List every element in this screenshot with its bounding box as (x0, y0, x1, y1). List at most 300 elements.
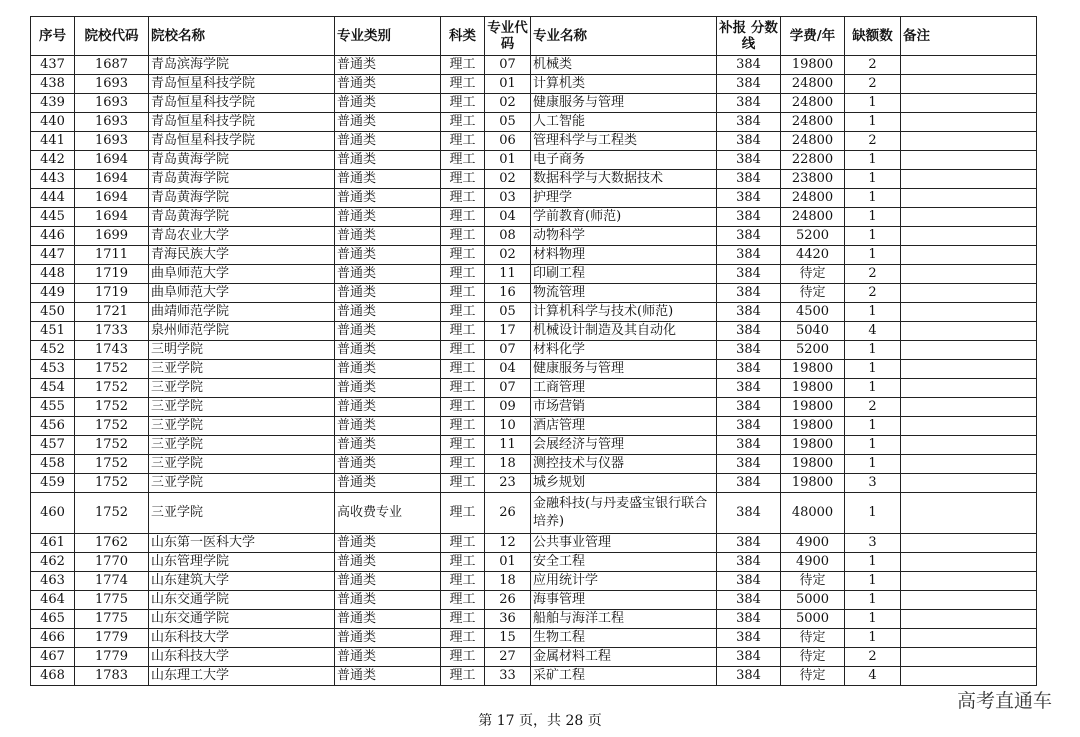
major-code-cell: 17 (485, 322, 531, 341)
vacancy-count-cell: 1 (845, 303, 901, 322)
tuition-cell: 5000 (781, 591, 845, 610)
major-code-cell: 07 (485, 379, 531, 398)
row-index-cell: 464 (31, 591, 75, 610)
header-cell: 缺额数 (845, 17, 901, 56)
header-cell: 补报 分数线 (717, 17, 781, 56)
vacancy-count-cell: 1 (845, 591, 901, 610)
major-code-cell: 33 (485, 667, 531, 686)
remarks-cell (901, 610, 1037, 629)
row-index-cell: 468 (31, 667, 75, 686)
school-code-cell: 1774 (75, 572, 149, 591)
subject-type-cell: 理工 (441, 572, 485, 591)
vacancy-count-cell: 2 (845, 648, 901, 667)
remarks-cell (901, 303, 1037, 322)
major-category-cell: 普通类 (335, 398, 441, 417)
vacancy-count-cell: 2 (845, 75, 901, 94)
major-name-cell: 城乡规划 (531, 474, 717, 493)
subject-type-cell: 理工 (441, 474, 485, 493)
major-code-cell: 15 (485, 629, 531, 648)
major-category-cell: 普通类 (335, 94, 441, 113)
major-category-cell: 普通类 (335, 417, 441, 436)
remarks-cell (901, 474, 1037, 493)
table-row (31, 284, 1037, 303)
school-code-cell: 1719 (75, 284, 149, 303)
score-line-cell: 384 (717, 94, 781, 113)
major-category-cell: 普通类 (335, 610, 441, 629)
row-index-cell: 437 (31, 56, 75, 75)
score-line-cell: 384 (717, 629, 781, 648)
remarks-cell (901, 322, 1037, 341)
remarks-cell (901, 379, 1037, 398)
major-name-cell: 测控技术与仪器 (531, 455, 717, 474)
score-line-cell: 384 (717, 322, 781, 341)
row-index-cell: 445 (31, 208, 75, 227)
school-code-cell: 1693 (75, 94, 149, 113)
major-code-cell: 36 (485, 610, 531, 629)
remarks-cell (901, 265, 1037, 284)
school-name-cell: 青岛恒星科技学院 (149, 75, 335, 94)
remarks-cell (901, 648, 1037, 667)
vacancy-count-cell: 1 (845, 553, 901, 572)
major-category-cell: 普通类 (335, 265, 441, 284)
subject-type-cell: 理工 (441, 94, 485, 113)
table-row (31, 113, 1037, 132)
tuition-cell: 24800 (781, 113, 845, 132)
score-line-cell: 384 (717, 75, 781, 94)
school-code-cell: 1752 (75, 360, 149, 379)
major-code-cell: 09 (485, 398, 531, 417)
major-name-cell: 酒店管理 (531, 417, 717, 436)
major-category-cell: 普通类 (335, 436, 441, 455)
remarks-cell (901, 341, 1037, 360)
school-name-cell: 山东交通学院 (149, 610, 335, 629)
major-code-cell: 11 (485, 436, 531, 455)
tuition-cell: 19800 (781, 56, 845, 75)
header-cell: 学费/年 (781, 17, 845, 56)
major-name-cell: 材料化学 (531, 341, 717, 360)
major-name-cell: 物流管理 (531, 284, 717, 303)
vacancy-count-cell: 1 (845, 227, 901, 246)
major-name-cell: 电子商务 (531, 151, 717, 170)
row-index-cell: 456 (31, 417, 75, 436)
major-code-cell: 12 (485, 534, 531, 553)
major-name-cell: 材料物理 (531, 246, 717, 265)
major-code-cell: 07 (485, 56, 531, 75)
school-name-cell: 青岛黄海学院 (149, 170, 335, 189)
school-name-cell: 山东交通学院 (149, 591, 335, 610)
subject-type-cell: 理工 (441, 436, 485, 455)
table-row (31, 572, 1037, 591)
major-name-cell: 机械类 (531, 56, 717, 75)
school-name-cell: 三亚学院 (149, 474, 335, 493)
major-name-cell: 印刷工程 (531, 265, 717, 284)
vacancy-count-cell: 2 (845, 265, 901, 284)
vacancy-count-cell: 1 (845, 208, 901, 227)
tuition-cell: 待定 (781, 572, 845, 591)
tuition-cell: 22800 (781, 151, 845, 170)
remarks-cell (901, 591, 1037, 610)
remarks-cell (901, 493, 1037, 534)
remarks-cell (901, 246, 1037, 265)
remarks-cell (901, 417, 1037, 436)
school-code-cell: 1752 (75, 398, 149, 417)
major-code-cell: 26 (485, 591, 531, 610)
remarks-cell (901, 553, 1037, 572)
vacancy-count-cell: 3 (845, 474, 901, 493)
subject-type-cell: 理工 (441, 208, 485, 227)
school-name-cell: 青岛恒星科技学院 (149, 94, 335, 113)
table-row (31, 534, 1037, 553)
tuition-cell: 48000 (781, 493, 845, 534)
row-index-cell: 442 (31, 151, 75, 170)
row-index-cell: 448 (31, 265, 75, 284)
school-code-cell: 1752 (75, 474, 149, 493)
school-code-cell: 1752 (75, 417, 149, 436)
row-index-cell: 443 (31, 170, 75, 189)
school-name-cell: 山东建筑大学 (149, 572, 335, 591)
school-name-cell: 泉州师范学院 (149, 322, 335, 341)
major-category-cell: 普通类 (335, 341, 441, 360)
table-row (31, 227, 1037, 246)
major-name-cell: 健康服务与管理 (531, 360, 717, 379)
major-code-cell: 06 (485, 132, 531, 151)
school-name-cell: 三亚学院 (149, 417, 335, 436)
major-category-cell: 普通类 (335, 189, 441, 208)
tuition-cell: 5200 (781, 341, 845, 360)
subject-type-cell: 理工 (441, 610, 485, 629)
score-line-cell: 384 (717, 284, 781, 303)
row-index-cell: 454 (31, 379, 75, 398)
brand-watermark: 高考直通车 (956, 690, 1052, 712)
score-line-cell: 384 (717, 132, 781, 151)
table-row (31, 303, 1037, 322)
table-row (31, 493, 1037, 534)
subject-type-cell: 理工 (441, 534, 485, 553)
major-name-cell: 金融科技(与丹麦盛宝银行联合培养) (531, 493, 717, 534)
school-code-cell: 1752 (75, 379, 149, 398)
school-name-cell: 三明学院 (149, 341, 335, 360)
row-index-cell: 440 (31, 113, 75, 132)
major-category-cell: 普通类 (335, 455, 441, 474)
subject-type-cell: 理工 (441, 284, 485, 303)
major-code-cell: 05 (485, 113, 531, 132)
vacancy-count-cell: 1 (845, 379, 901, 398)
major-name-cell: 海事管理 (531, 591, 717, 610)
school-name-cell: 山东管理学院 (149, 553, 335, 572)
score-line-cell: 384 (717, 189, 781, 208)
score-line-cell: 384 (717, 591, 781, 610)
table-row (31, 322, 1037, 341)
header-cell: 科类 (441, 17, 485, 56)
vacancy-count-cell: 1 (845, 113, 901, 132)
remarks-cell (901, 75, 1037, 94)
row-index-cell: 446 (31, 227, 75, 246)
school-name-cell: 青岛黄海学院 (149, 189, 335, 208)
school-name-cell: 曲阜师范大学 (149, 284, 335, 303)
subject-type-cell: 理工 (441, 360, 485, 379)
school-name-cell: 三亚学院 (149, 379, 335, 398)
major-code-cell: 02 (485, 246, 531, 265)
major-name-cell: 生物工程 (531, 629, 717, 648)
subject-type-cell: 理工 (441, 56, 485, 75)
major-category-cell: 普通类 (335, 360, 441, 379)
school-code-cell: 1694 (75, 189, 149, 208)
table-row (31, 667, 1037, 686)
table-row (31, 629, 1037, 648)
vacancy-count-cell: 1 (845, 360, 901, 379)
table-row (31, 75, 1037, 94)
score-line-cell: 384 (717, 667, 781, 686)
school-code-cell: 1693 (75, 75, 149, 94)
major-category-cell: 普通类 (335, 56, 441, 75)
table-row (31, 189, 1037, 208)
remarks-cell (901, 208, 1037, 227)
major-category-cell: 普通类 (335, 322, 441, 341)
header-cell: 专业类别 (335, 17, 441, 56)
school-code-cell: 1762 (75, 534, 149, 553)
major-name-cell: 学前教育(师范) (531, 208, 717, 227)
school-name-cell: 青岛恒星科技学院 (149, 132, 335, 151)
score-line-cell: 384 (717, 553, 781, 572)
row-index-cell: 451 (31, 322, 75, 341)
major-code-cell: 27 (485, 648, 531, 667)
remarks-cell (901, 227, 1037, 246)
row-index-cell: 467 (31, 648, 75, 667)
school-code-cell: 1687 (75, 56, 149, 75)
vacancy-count-cell: 1 (845, 170, 901, 189)
major-code-cell: 26 (485, 493, 531, 534)
row-index-cell: 458 (31, 455, 75, 474)
remarks-cell (901, 284, 1037, 303)
school-code-cell: 1721 (75, 303, 149, 322)
tuition-cell: 5000 (781, 610, 845, 629)
tuition-cell: 4500 (781, 303, 845, 322)
vacancy-count-cell: 4 (845, 667, 901, 686)
school-code-cell: 1694 (75, 208, 149, 227)
subject-type-cell: 理工 (441, 341, 485, 360)
school-name-cell: 青岛农业大学 (149, 227, 335, 246)
subject-type-cell: 理工 (441, 591, 485, 610)
remarks-cell (901, 667, 1037, 686)
tuition-cell: 19800 (781, 436, 845, 455)
table-row (31, 208, 1037, 227)
major-category-cell: 普通类 (335, 303, 441, 322)
subject-type-cell: 理工 (441, 113, 485, 132)
vacancy-count-cell: 1 (845, 341, 901, 360)
major-name-cell: 管理科学与工程类 (531, 132, 717, 151)
subject-type-cell: 理工 (441, 303, 485, 322)
tuition-cell: 19800 (781, 417, 845, 436)
subject-type-cell: 理工 (441, 75, 485, 94)
tuition-cell: 23800 (781, 170, 845, 189)
score-line-cell: 384 (717, 341, 781, 360)
vacancy-count-cell: 4 (845, 322, 901, 341)
school-name-cell: 曲靖师范学院 (149, 303, 335, 322)
tuition-cell: 24800 (781, 208, 845, 227)
major-category-cell: 普通类 (335, 648, 441, 667)
major-name-cell: 安全工程 (531, 553, 717, 572)
subject-type-cell: 理工 (441, 667, 485, 686)
major-category-cell: 普通类 (335, 75, 441, 94)
subject-type-cell: 理工 (441, 151, 485, 170)
tuition-cell: 5200 (781, 227, 845, 246)
school-name-cell: 三亚学院 (149, 360, 335, 379)
school-name-cell: 青岛恒星科技学院 (149, 113, 335, 132)
school-code-cell: 1775 (75, 610, 149, 629)
score-line-cell: 384 (717, 610, 781, 629)
table-row (31, 132, 1037, 151)
table-row (31, 455, 1037, 474)
remarks-cell (901, 572, 1037, 591)
tuition-cell: 4420 (781, 246, 845, 265)
major-code-cell: 08 (485, 227, 531, 246)
school-code-cell: 1733 (75, 322, 149, 341)
school-code-cell: 1783 (75, 667, 149, 686)
major-code-cell: 18 (485, 455, 531, 474)
remarks-cell (901, 56, 1037, 75)
major-code-cell: 01 (485, 151, 531, 170)
tuition-cell: 4900 (781, 534, 845, 553)
school-name-cell: 青海民族大学 (149, 246, 335, 265)
score-line-cell: 384 (717, 170, 781, 189)
school-name-cell: 三亚学院 (149, 455, 335, 474)
header-row (31, 17, 1037, 56)
vacancy-count-cell: 2 (845, 56, 901, 75)
header-cell: 专业代码 (485, 17, 531, 56)
remarks-cell (901, 94, 1037, 113)
score-line-cell: 384 (717, 417, 781, 436)
major-category-cell: 普通类 (335, 474, 441, 493)
major-category-cell: 高收费专业 (335, 493, 441, 534)
tuition-cell: 4900 (781, 553, 845, 572)
subject-type-cell: 理工 (441, 189, 485, 208)
row-index-cell: 459 (31, 474, 75, 493)
vacancy-count-cell: 1 (845, 629, 901, 648)
header-cell: 专业名称 (531, 17, 717, 56)
major-name-cell: 工商管理 (531, 379, 717, 398)
major-category-cell: 普通类 (335, 246, 441, 265)
row-index-cell: 455 (31, 398, 75, 417)
tuition-cell: 19800 (781, 474, 845, 493)
vacancy-count-cell: 2 (845, 284, 901, 303)
vacancy-count-cell: 1 (845, 572, 901, 591)
major-code-cell: 04 (485, 208, 531, 227)
subject-type-cell: 理工 (441, 246, 485, 265)
major-code-cell: 02 (485, 170, 531, 189)
major-name-cell: 船舶与海洋工程 (531, 610, 717, 629)
school-code-cell: 1699 (75, 227, 149, 246)
school-code-cell: 1752 (75, 455, 149, 474)
major-category-cell: 普通类 (335, 534, 441, 553)
major-name-cell: 人工智能 (531, 113, 717, 132)
table-row (31, 591, 1037, 610)
table-row (31, 56, 1037, 75)
tuition-cell: 19800 (781, 379, 845, 398)
table-row (31, 553, 1037, 572)
major-code-cell: 18 (485, 572, 531, 591)
score-line-cell: 384 (717, 265, 781, 284)
tuition-cell: 19800 (781, 360, 845, 379)
vacancy-count-cell: 1 (845, 94, 901, 113)
vacancy-count-cell: 1 (845, 246, 901, 265)
vacancy-count-cell: 2 (845, 398, 901, 417)
major-name-cell: 护理学 (531, 189, 717, 208)
header-cell: 院校代码 (75, 17, 149, 56)
tuition-cell: 24800 (781, 94, 845, 113)
school-name-cell: 山东第一医科大学 (149, 534, 335, 553)
major-code-cell: 11 (485, 265, 531, 284)
header-cell: 院校名称 (149, 17, 335, 56)
header-cell: 备注 (901, 17, 1037, 56)
vacancy-count-cell: 1 (845, 436, 901, 455)
row-index-cell: 441 (31, 132, 75, 151)
major-name-cell: 市场营销 (531, 398, 717, 417)
header-cell: 序号 (31, 17, 75, 56)
vacancy-count-cell: 1 (845, 610, 901, 629)
subject-type-cell: 理工 (441, 379, 485, 398)
major-category-cell: 普通类 (335, 113, 441, 132)
row-index-cell: 450 (31, 303, 75, 322)
table-row (31, 474, 1037, 493)
major-code-cell: 23 (485, 474, 531, 493)
school-name-cell: 三亚学院 (149, 436, 335, 455)
school-name-cell: 三亚学院 (149, 398, 335, 417)
subject-type-cell: 理工 (441, 417, 485, 436)
vacancy-count-cell: 1 (845, 455, 901, 474)
subject-type-cell: 理工 (441, 132, 485, 151)
score-line-cell: 384 (717, 303, 781, 322)
score-line-cell: 384 (717, 474, 781, 493)
score-line-cell: 384 (717, 572, 781, 591)
score-line-cell: 384 (717, 360, 781, 379)
admission-table (30, 16, 1037, 686)
score-line-cell: 384 (717, 246, 781, 265)
remarks-cell (901, 189, 1037, 208)
table-row (31, 379, 1037, 398)
table-row (31, 610, 1037, 629)
tuition-cell: 待定 (781, 667, 845, 686)
table-row (31, 94, 1037, 113)
table-row (31, 246, 1037, 265)
major-category-cell: 普通类 (335, 629, 441, 648)
subject-type-cell: 理工 (441, 648, 485, 667)
major-name-cell: 应用统计学 (531, 572, 717, 591)
school-code-cell: 1752 (75, 436, 149, 455)
table-row (31, 436, 1037, 455)
remarks-cell (901, 113, 1037, 132)
row-index-cell: 452 (31, 341, 75, 360)
major-category-cell: 普通类 (335, 151, 441, 170)
table-row (31, 360, 1037, 379)
major-code-cell: 02 (485, 94, 531, 113)
score-line-cell: 384 (717, 455, 781, 474)
major-name-cell: 计算机类 (531, 75, 717, 94)
tuition-cell: 24800 (781, 75, 845, 94)
score-line-cell: 384 (717, 379, 781, 398)
remarks-cell (901, 534, 1037, 553)
major-name-cell: 公共事业管理 (531, 534, 717, 553)
major-name-cell: 数据科学与大数据技术 (531, 170, 717, 189)
major-code-cell: 04 (485, 360, 531, 379)
tuition-cell: 19800 (781, 455, 845, 474)
school-code-cell: 1694 (75, 151, 149, 170)
major-code-cell: 01 (485, 553, 531, 572)
subject-type-cell: 理工 (441, 227, 485, 246)
table-row (31, 170, 1037, 189)
major-name-cell: 动物科学 (531, 227, 717, 246)
score-line-cell: 384 (717, 648, 781, 667)
major-code-cell: 01 (485, 75, 531, 94)
